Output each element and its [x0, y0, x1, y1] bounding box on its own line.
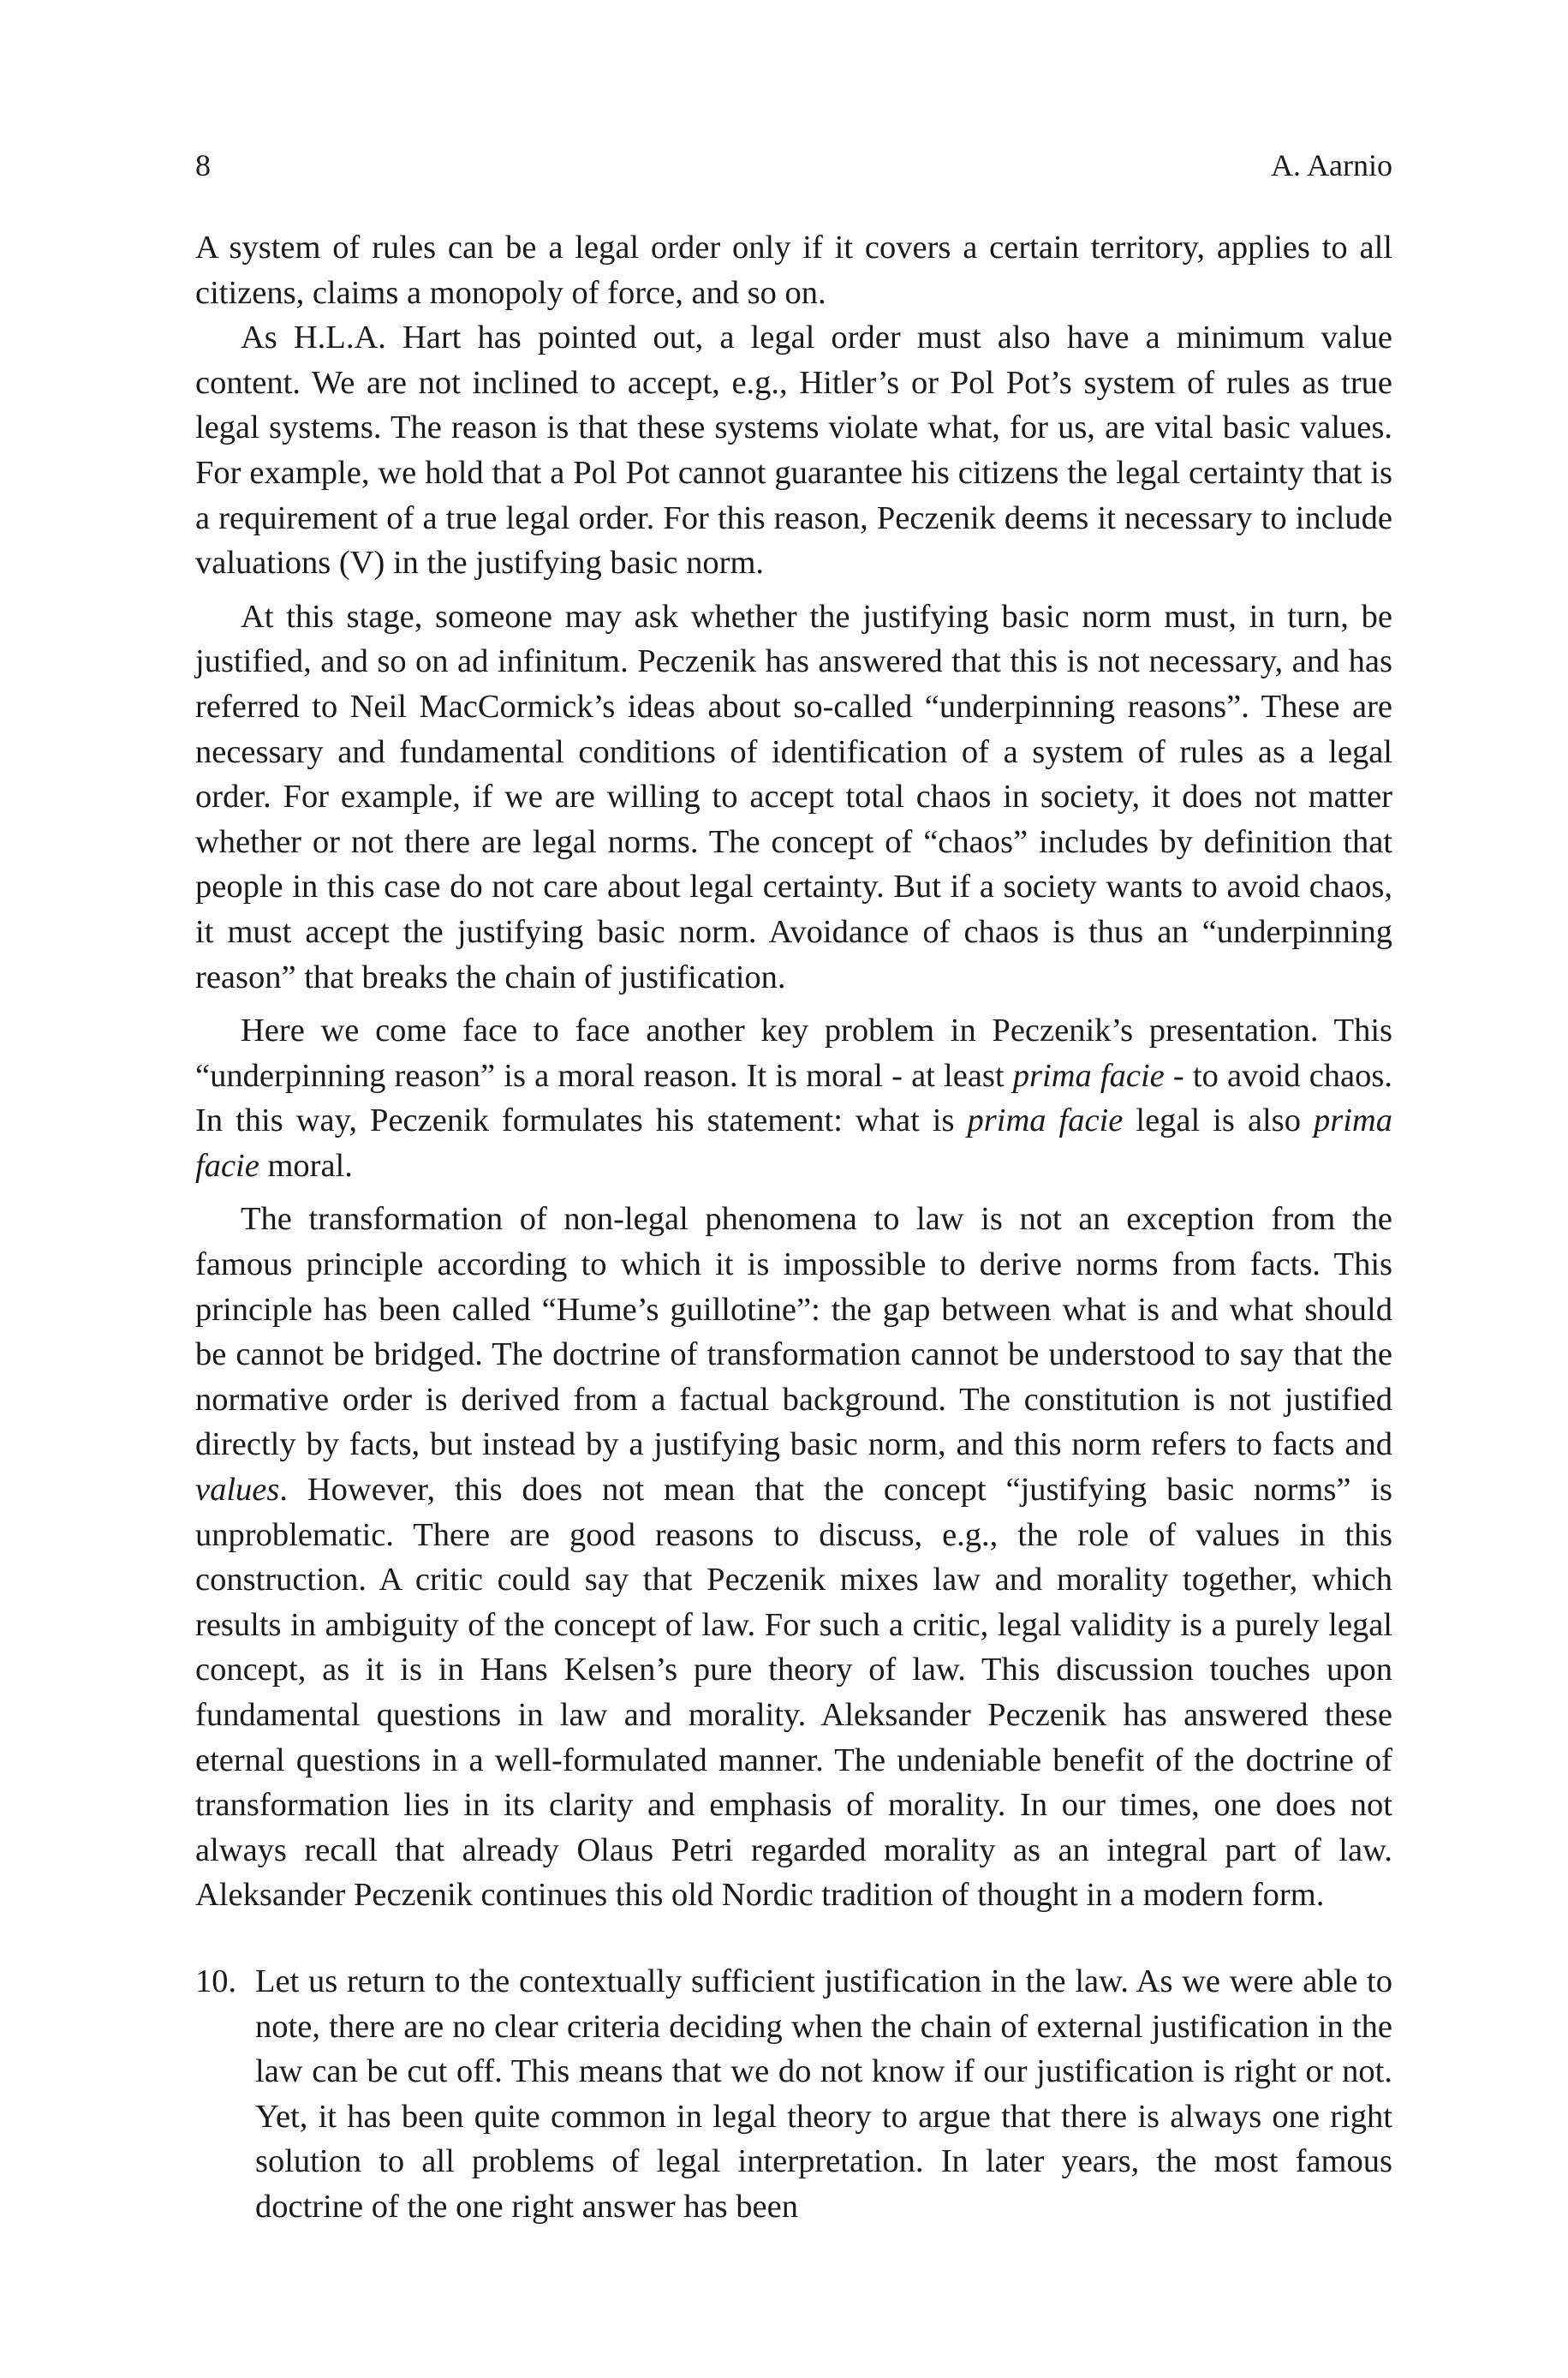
italic-text-run: prima facie — [195, 1102, 1392, 1184]
text-run: Here we come face to face another key problem in Peczenik’s presentation. This “underpinning reason” is a moral reason. It is moral - at least — [195, 1013, 1392, 1094]
italic-text-run: prima facie — [967, 1102, 1124, 1139]
running-head-author: A. Aarnio — [1271, 148, 1392, 182]
text-run: moral. — [259, 1147, 353, 1184]
section-number: 10. — [195, 1963, 237, 1999]
page-header — [195, 144, 1392, 187]
paragraph: As H.L.A. Hart has pointed out, a legal order must also have a minimum value content. We are not inclined to accept, e.g., Hitler’s or Pol Pot’s system of rules as true legal systems. The reason is that these systems violate what, for us, are vital basic values. For example, we hold that a Pol Pot cannot guarantee his citizens the legal certainty that is a requirement of a true legal order. For this reason, Peczenik deems it necessary to include valuations (V) in the justifying basic norm. — [195, 320, 1392, 582]
text-run: legal is also — [1123, 1102, 1314, 1139]
text-run: - to avoid chaos. In this way, Peczenik formulates his statement: what is — [195, 1057, 1392, 1139]
numbered-section — [195, 1959, 1392, 2230]
paragraph: At this stage, someone may ask whether the justifying basic norm must, in turn, be justified, and so on ad infinitum. Peczenik has answered that this is not necessary, and has referred to Neil MacCormick’s ideas about so-called “underpinning reasons”. These are necessary and fundamental conditions of identification of a system of rules as a legal order. For example, if we are willing to accept total chaos in society, it does not matter whether or not there are legal norms. The concept of “chaos” includes by definition that people in this case do not care about legal certainty. But if a society wants to avoid chaos, it must accept the justifying basic norm. Avoidance of chaos is thus an “underpinning reason” that breaks the chain of justification. — [195, 598, 1392, 995]
page-number: 8 — [195, 148, 211, 182]
paragraph — [195, 1197, 1392, 1918]
text-run: The transformation of non-legal phenomena to law is not an exception from the famous principle according to which it is impossible to derive norms from facts. This principle has been called “Hume’s guillotine”: the gap between what is and what should be cannot be bridged. The doctrine of transformation cannot be understood to say that the normative order is derived from a factual background. The constitution is not justified directly by facts, but instead by a justifying basic norm, and this norm refers to facts and — [195, 1201, 1392, 1463]
section-text: Let us return to the contextually sufficient justification in the law. As we were able to note, there are no clear criteria deciding when the chain of external justification in the law can be cut off. This means that we do not know if our justification is right or not. Yet, it has been quite common in legal theory to argue that there is always one right solution to all problems of legal interpretation. In later years, the most famous doctrine of the one right answer has been — [255, 1963, 1392, 2225]
body-text — [195, 225, 1392, 2230]
italic-text-run: prima facie — [1012, 1057, 1165, 1094]
paragraph — [195, 1008, 1392, 1188]
italic-text-run: values — [195, 1472, 280, 1509]
paragraph: A system of rules can be a legal order only if it covers a certain territory, applies to all citizens, claims a monopoly of force, and so on. — [195, 230, 1392, 311]
text-run: . However, this does not mean that the concept “justifying basic norms” is unproblematic. There are good reasons to discuss, e.g., the role of values in this construction. A critic could say that Peczenik mixes law and morality together, which results in ambiguity of the concept of law. For such a critic, legal validity is a purely legal concept, as it is in Hans Kelsen’s pure theory of law. This discussion touches upon fundamental questions in law and morality. Aleksander Peczenik has answered these eternal questions in a well-formulated manner. The undeniable benefit of the doctrine of transformation lies in its clarity and emphasis of morality. In our times, one does not always recall that already Olaus Petri regarded morality as an integral part of law. Aleksander Peczenik continues this old Nordic tradition of thought in a modern form. — [195, 1472, 1392, 1914]
